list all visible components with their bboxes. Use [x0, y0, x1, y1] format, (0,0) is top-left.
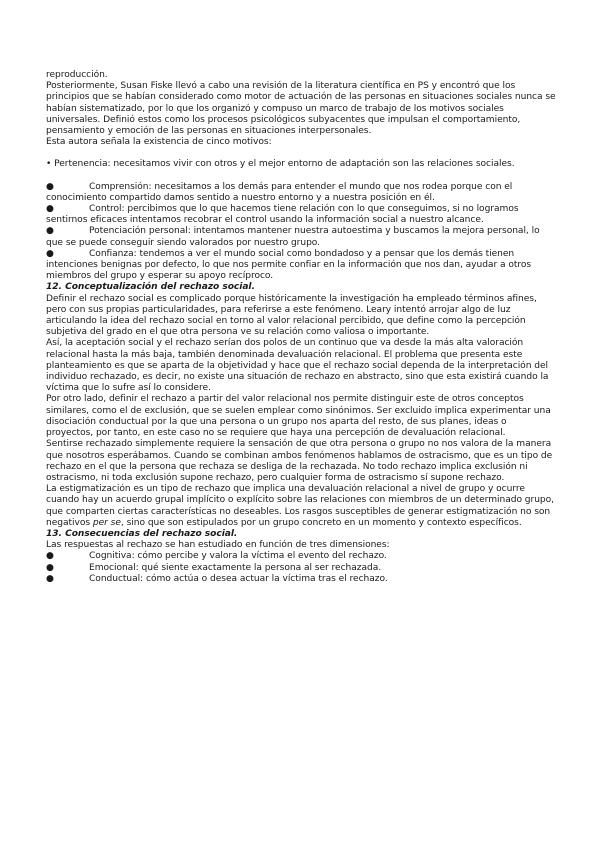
motive-confianza — [46, 249, 556, 283]
stigma-text-after: , sino que son estipulados por un grupo concreto en un momento y contexto específicos. — [120, 517, 522, 528]
motive-text: Comprensión: necesitamos a los demás para entender el mundo que nos rodea porque con el conocimiento compartido damos sentido a nuestro entorno y a nuestra posición en él. — [46, 181, 513, 203]
paragraph-exclusion: Por otro lado, definir el rechazo a partir del valor relacional nos permite distinguir este de otros conceptos similares, como el de exclusión, que se suelen emplear como sinónimos. Ser excluido implica experimentar una disociación conductual por la que una persona o un grupo nos aparta del resto, de sus planes, ideas o proyectos, por tanto, en este caso no se requiere que haya una percepción de devaluación relacional. — [46, 394, 551, 439]
paragraph-aceptacion: Así, la aceptación social y el rechazo serían dos polos de un continuo que va desde la más alta valoración relacional hasta la más baja, también denominada devaluación relacional. El problema que presenta este planteamiento es que se aparta de la objetividad y hace que el rechazo social dependa de la interpretación del individuo rechazado, es decir, no existe una situación de rechazo en abstracto, sino que esta existirá cuando la víctima que lo sufre así lo considere. — [46, 338, 549, 394]
bullet-icon: ● — [46, 204, 54, 215]
motive-potenciacion — [46, 226, 556, 248]
motive-text: Control: percibimos que lo que hacemos tiene relación con lo que conseguimos, si no logramos sentirnos eficaces intentamos recobrar el control usando la información social a nuestro alcance. — [46, 204, 519, 226]
dimension-text: Emocional: qué siente exactamente la persona al ser rechazada. — [89, 562, 382, 573]
dimension-text: Cognitiva: cómo percibe y valora la víctima el evento del rechazo. — [89, 551, 387, 562]
section-heading-13: 13. Consecuencias del rechazo social. — [46, 528, 238, 539]
motive-text: Potenciación personal: intentamos mantener nuestra autoestima y buscamos la mejora personal, lo que se puede conseguir siendo valorados por nuestro grupo. — [46, 226, 540, 248]
bullet-icon: ● — [46, 551, 54, 562]
stigma-text-before: La estigmatización es un tipo de rechazo que implica una devaluación relacional a nivel de grupo y ocurre cuando hay un acuerdo grupal implícito o explícito sobre las relaciones con miembros de un determinado grupo, que comparten ciertas características no deseables. Los rasgos susceptibles de generar estigmatización no son negativos — [46, 484, 555, 528]
dimension-emocional — [46, 563, 556, 574]
bullet-icon: ● — [46, 573, 54, 584]
dimension-cognitiva — [46, 551, 556, 562]
paragraph-estigmatizacion — [46, 484, 556, 529]
bullet-icon: ● — [46, 181, 54, 192]
paragraph-five-motives: Esta autora señala la existencia de cinco motivos: — [46, 137, 272, 148]
paragraph-fiske: Posteriormente, Susan Fiske llevó a cabo una revisión de la literatura científica en PS y encontró que los principios que se habían considerado como motor de actuación de las personas en situaciones sociales nunca se habían sistematizado, por lo que los organizó y compuso un marco de trabajo de los motivos sociales universales. Definió estos como los procesos psicológicos subyacentes que impulsan el comportamiento, pensamiento y emoción de las personas en situaciones interpersonales. — [46, 81, 556, 137]
bullet-icon: ● — [46, 226, 54, 237]
paragraph-definir: Definir el rechazo social es complicado porque históricamente la investigación ha empleado términos afines, pero con sus propias particularidades, para referirse a este fenómeno. Leary intentó arrojar algo de luz articulando la idea del rechazo social en torno al valor relacional percibido, que define como la percepción subjetiva del grado en el que otra persona ve su relación como valiosa o importante. — [46, 293, 537, 338]
motive-pertenencia: • Pertenencia: necesitamos vivir con otros y el mejor entorno de adaptación son las relaciones sociales. — [46, 159, 515, 170]
stigma-italic: per se — [92, 517, 121, 528]
motive-comprension — [46, 182, 556, 204]
section-heading-12: 12. Conceptualización del rechazo social. — [46, 282, 255, 293]
paragraph-ostracismo: Sentirse rechazado simplemente requiere la sensación de que otra persona o grupo no nos valora de la manera que nosotros esperábamos. Cuando se combinan ambos fenómenos hablamos de ostracismo, que es un tipo de rechazo en el que la persona que rechaza se desliga de la rechazada. No todo rechazo implica exclusión ni ostracismo, ni toda exclusión supone rechazo, pero cualquier forma de ostracismo sí supone rechazo. — [46, 439, 553, 483]
dimension-text: Conductual: cómo actúa o desea actuar la víctima tras el rechazo. — [89, 573, 388, 584]
document-page — [46, 70, 556, 585]
bullet-icon: ● — [46, 248, 54, 259]
paragraph-dimensiones: Las respuestas al rechazo se han estudiado en función de tres dimensiones: — [46, 540, 390, 551]
motive-text: Confianza: tendemos a ver el mundo social como bondadoso y a pensar que los demás tienen intenciones benignas por defecto, lo que nos permite confiar en la información que nos dan, ayudar a otros miembros del grupo y esperar su apoyo recíproco. — [46, 248, 532, 282]
dimension-conductual — [46, 574, 556, 585]
bullet-icon: ● — [46, 562, 54, 573]
paragraph-reproduccion: reproducción. — [46, 70, 108, 80]
motive-control — [46, 204, 556, 226]
